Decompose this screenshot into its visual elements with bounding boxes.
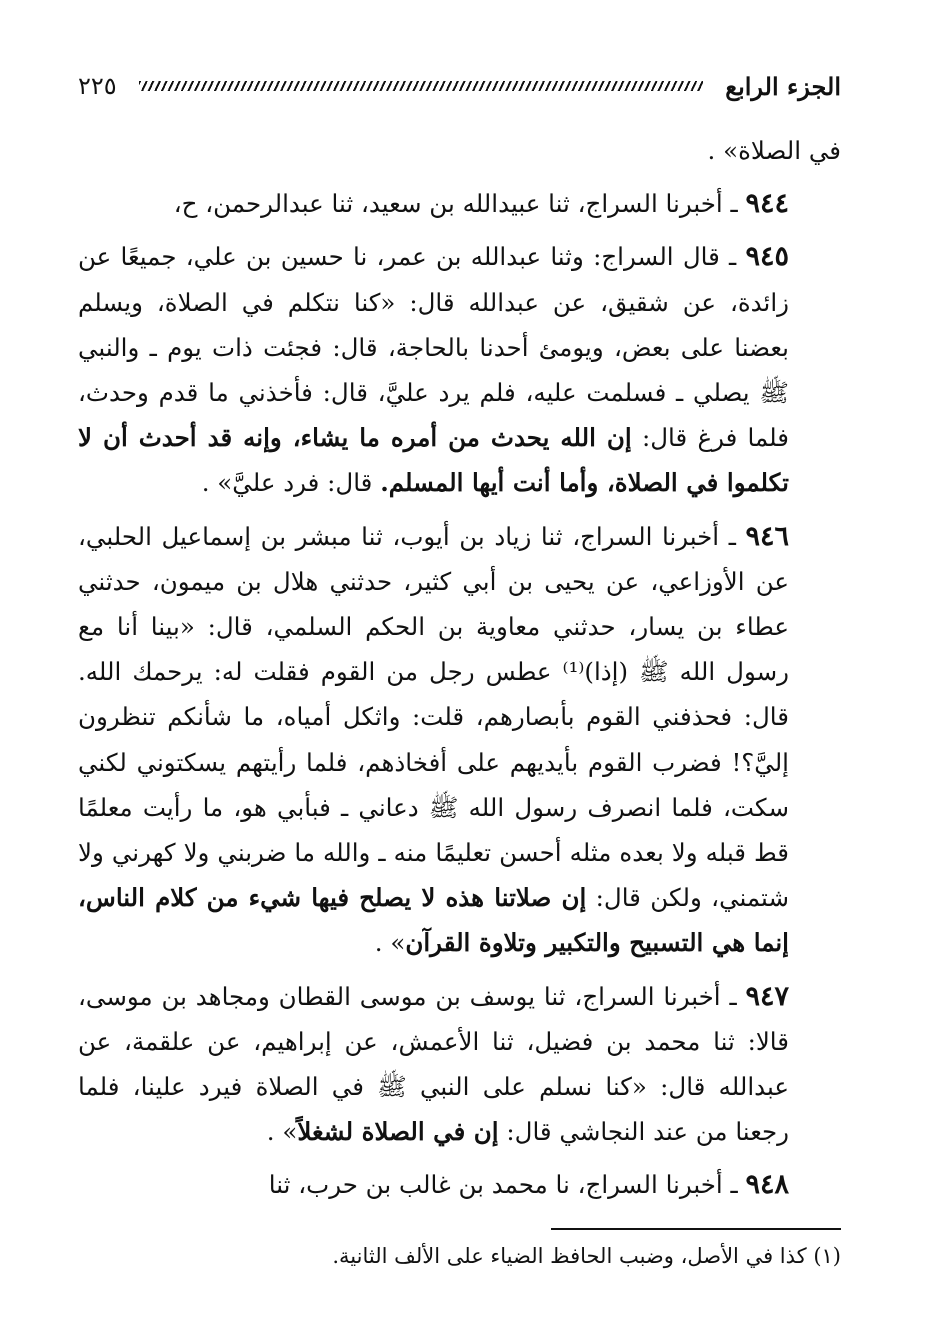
number-dash: ـ bbox=[719, 242, 746, 272]
body-text bbox=[78, 128, 841, 1216]
paragraph-text: في الصلاة» . bbox=[707, 136, 841, 165]
number-dash: ـ bbox=[722, 189, 746, 219]
number-dash: ـ bbox=[722, 1170, 746, 1200]
number-dash: ـ bbox=[720, 981, 746, 1011]
footnote: (١) كذا في الأصل، وضبب الحافظ الضياء على الألف الثانية. bbox=[332, 1244, 841, 1268]
paragraph-text: أخبرنا السراج، ثنا يوسف بن موسى القطان ومجاهد بن موسى، قالا: ثنا محمد بن فضيل، ثنا الأعمش، عن إبراهيم، عن علقمة، عن عبدالله قال: «كنا نسلم على النبي ﷺ في الصلاة فيرد علينا، فلما رجعنا من عند النجاشي قال: bbox=[78, 981, 789, 1147]
bold-quote: إن الله يحدث من أمره ما يشاء، وإنه قد أحدث أن لا تكلموا في الصلاة، وأما أنت أيها المسلم. bbox=[78, 423, 789, 498]
hadith-948 bbox=[78, 1162, 841, 1207]
paragraph-text: أخبرنا السراج، ثنا عبيدالله بن سعيد، ثنا عبدالرحمن، ح، bbox=[173, 189, 723, 219]
header-ornament-rule bbox=[139, 81, 704, 91]
hadith-944 bbox=[78, 181, 841, 226]
paragraph-text: أخبرنا السراج، ثنا زياد بن أيوب، ثنا مبشر بن إسماعيل الحلبي، عن الأوزاعي، عن يحيى بن أبي كثير، حدثني هلال بن ميمون، حدثني عطاء بن يسار، حدثني معاوية بن الحكم السلمي، قال: «بينا أنا مع رسول الله ﷺ (إذا)⁽¹⁾ عطس رجل من القوم فقلت له: يرحمك الله. قال: فحذفني القوم بأبصارهم، قلت: واثكل أمياه، ما شأنكم تنظرون إليَّ؟! فضرب القوم بأيديهم على أفخاذهم، فلما رأيتهم يسكتوني لكني سكت، فلما انصرف رسول الله ﷺ دعاني ـ فبأبي هو، ما رأيت معلمًا قط قبله ولا بعده مثله أحسن تعليمًا منه ـ والله ما ضربني ولا كهرني ولا شتمني، ولكن قال: bbox=[78, 521, 790, 913]
bold-quote: إن في الصلاة لشغلاً bbox=[297, 1117, 499, 1147]
hadith-number: ٩٤٧ bbox=[745, 980, 789, 1012]
page-number: ٢٢٥ bbox=[78, 72, 117, 100]
paragraph-tail: » . bbox=[266, 1117, 298, 1147]
bold-quote: إن صلاتنا هذه لا يصلح فيها شيء من كلام الناس، إنما هي التسبيح والتكبير وتلاوة القرآن bbox=[78, 883, 789, 958]
paragraph-tail: قال: فرد عليَّ» . bbox=[201, 468, 381, 498]
hadith-number: ٩٤٥ bbox=[745, 241, 789, 273]
hadith-number: ٩٤٦ bbox=[745, 520, 789, 552]
page-header bbox=[78, 66, 841, 106]
number-dash: ـ bbox=[719, 521, 746, 551]
paragraph-text: قال السراج: وثنا عبدالله بن عمر، نا حسين بن علي، جميعًا عن زائدة، عن شقيق، عن عبدالله قال: «كنا نتكلم في الصلاة، ويسلم بعضنا على بعض، ويومئ أحدنا بالحاجة، قال: فجئت ذات يوم ـ والنبي ﷺ يصلي ـ فسلمت عليه، فلم يرد عليَّ، قال: فأخذني ما قدم وحدث، فلما فرغ قال: bbox=[78, 242, 789, 453]
hadith-number: ٩٤٨ bbox=[745, 1169, 789, 1201]
paragraph-continuation bbox=[78, 128, 841, 173]
paragraph-tail: » . bbox=[374, 928, 406, 958]
hadith-number: ٩٤٤ bbox=[745, 188, 789, 220]
hadith-945 bbox=[78, 234, 841, 505]
paragraph-text: أخبرنا السراج، نا محمد بن غالب بن حرب، ثنا bbox=[268, 1170, 723, 1200]
running-title: الجزء الرابع bbox=[725, 71, 841, 101]
footnote-separator bbox=[551, 1228, 841, 1230]
hadith-946 bbox=[78, 514, 841, 966]
hadith-947 bbox=[78, 974, 841, 1155]
